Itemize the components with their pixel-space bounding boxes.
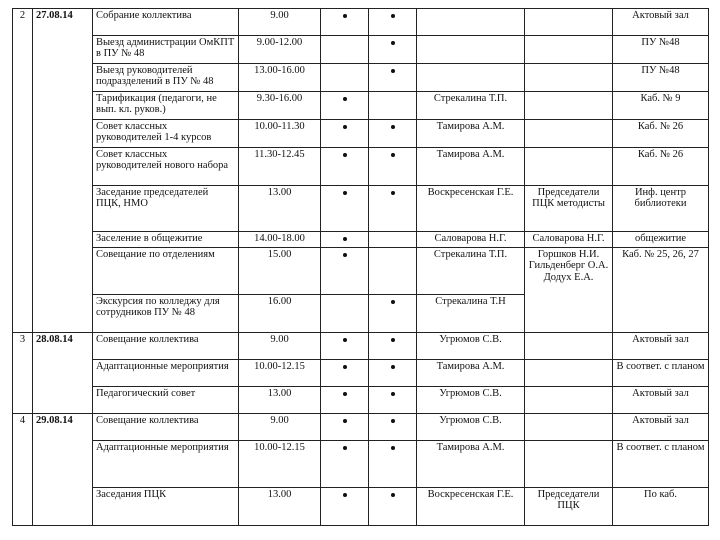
day-date: 29.08.14 bbox=[33, 414, 93, 526]
mark-col-2 bbox=[369, 91, 417, 119]
event-name: Выезд руководителей подразделений в ПУ № 48 bbox=[93, 64, 239, 92]
bullet-mark bbox=[343, 493, 347, 497]
event-time: 9.00 bbox=[239, 332, 321, 359]
responsible: Саловарова Н.Г. bbox=[417, 232, 525, 248]
table-row bbox=[13, 185, 709, 232]
mark-col-2 bbox=[369, 487, 417, 525]
mark-col-1 bbox=[321, 9, 369, 36]
event-name: Заселение в общежитие bbox=[93, 232, 239, 248]
participants bbox=[525, 414, 613, 441]
participants: Председатели ПЦК bbox=[525, 487, 613, 525]
mark-col-2 bbox=[369, 386, 417, 413]
participants: Саловарова Н.Г. bbox=[525, 232, 613, 248]
location: В соответ. с планом bbox=[613, 441, 709, 488]
participants bbox=[525, 119, 613, 147]
event-name: Совет классных руководителей 1-4 курсов bbox=[93, 119, 239, 147]
responsible: Угрюмов С.В. bbox=[417, 414, 525, 441]
event-name: Тарификация (педагоги, не вып. кл. руков.) bbox=[93, 91, 239, 119]
event-time: 9.00 bbox=[239, 414, 321, 441]
location: ПУ №48 bbox=[613, 64, 709, 92]
participants bbox=[525, 147, 613, 185]
bullet-mark bbox=[343, 365, 347, 369]
event-time: 13.00 bbox=[239, 487, 321, 525]
event-time: 16.00 bbox=[239, 294, 321, 332]
event-time: 15.00 bbox=[239, 247, 321, 294]
bullet-mark bbox=[343, 253, 347, 257]
bullet-mark bbox=[343, 419, 347, 423]
day-date: 28.08.14 bbox=[33, 332, 93, 413]
location: Актовый зал bbox=[613, 332, 709, 359]
responsible bbox=[417, 36, 525, 64]
responsible: Стрекалина Т.Н bbox=[417, 294, 525, 332]
participants bbox=[525, 36, 613, 64]
location: Актовый зал bbox=[613, 414, 709, 441]
bullet-mark bbox=[343, 14, 347, 18]
location: Каб. № 26 bbox=[613, 147, 709, 185]
event-name: Совещание коллектива bbox=[93, 332, 239, 359]
event-name: Совещание коллектива bbox=[93, 414, 239, 441]
event-name: Адаптационные мероприятия bbox=[93, 359, 239, 386]
event-name: Адаптационные мероприятия bbox=[93, 441, 239, 488]
bullet-mark bbox=[391, 419, 395, 423]
mark-col-1 bbox=[321, 386, 369, 413]
bullet-mark bbox=[343, 446, 347, 450]
day-number: 4 bbox=[13, 414, 33, 526]
event-name: Выезд администрации ОмКПТ в ПУ № 48 bbox=[93, 36, 239, 64]
location: общежитие bbox=[613, 232, 709, 248]
event-time: 11.30-12.45 bbox=[239, 147, 321, 185]
table-row bbox=[13, 232, 709, 248]
location: Каб. № 25, 26, 27 bbox=[613, 247, 709, 332]
bullet-mark bbox=[343, 125, 347, 129]
mark-col-1 bbox=[321, 441, 369, 488]
participants bbox=[525, 9, 613, 36]
mark-col-2 bbox=[369, 332, 417, 359]
bullet-mark bbox=[391, 125, 395, 129]
bullet-mark bbox=[343, 97, 347, 101]
responsible: Тамирова А.М. bbox=[417, 147, 525, 185]
event-time: 13.00-16.00 bbox=[239, 64, 321, 92]
mark-col-2 bbox=[369, 9, 417, 36]
event-name: Заседание председателей ПЦК, НМО bbox=[93, 185, 239, 232]
mark-col-1 bbox=[321, 64, 369, 92]
table-row bbox=[13, 332, 709, 359]
mark-col-1 bbox=[321, 91, 369, 119]
event-time: 13.00 bbox=[239, 386, 321, 413]
table-row bbox=[13, 9, 709, 36]
day-number: 2 bbox=[13, 9, 33, 333]
bullet-mark bbox=[343, 153, 347, 157]
participants: Горшков Н.И. Гильденберг О.А. Додух Е.А. bbox=[525, 247, 613, 332]
responsible bbox=[417, 64, 525, 92]
table-row bbox=[13, 441, 709, 488]
bullet-mark bbox=[391, 493, 395, 497]
responsible: Стрекалина Т.П. bbox=[417, 247, 525, 294]
mark-col-2 bbox=[369, 119, 417, 147]
event-time: 9.00-12.00 bbox=[239, 36, 321, 64]
table-row bbox=[13, 386, 709, 413]
location: Актовый зал bbox=[613, 9, 709, 36]
mark-col-1 bbox=[321, 232, 369, 248]
event-name: Экскурсия по колледжу для сотрудников ПУ № 48 bbox=[93, 294, 239, 332]
event-time: 14.00-18.00 bbox=[239, 232, 321, 248]
schedule-table bbox=[12, 8, 709, 526]
table-row bbox=[13, 359, 709, 386]
bullet-mark bbox=[391, 392, 395, 396]
mark-col-1 bbox=[321, 294, 369, 332]
event-time: 13.00 bbox=[239, 185, 321, 232]
day-date: 27.08.14 bbox=[33, 9, 93, 333]
event-time: 10.00-12.15 bbox=[239, 441, 321, 488]
event-name: Заседания ПЦК bbox=[93, 487, 239, 525]
location: Инф. центр библиотеки bbox=[613, 185, 709, 232]
mark-col-2 bbox=[369, 36, 417, 64]
responsible: Стрекалина Т.П. bbox=[417, 91, 525, 119]
mark-col-2 bbox=[369, 185, 417, 232]
location: Каб. № 26 bbox=[613, 119, 709, 147]
location: В соответ. с планом bbox=[613, 359, 709, 386]
event-time: 10.00-11.30 bbox=[239, 119, 321, 147]
table-row bbox=[13, 119, 709, 147]
mark-col-2 bbox=[369, 294, 417, 332]
participants bbox=[525, 386, 613, 413]
event-time: 10.00-12.15 bbox=[239, 359, 321, 386]
bullet-mark bbox=[391, 153, 395, 157]
mark-col-2 bbox=[369, 232, 417, 248]
participants bbox=[525, 332, 613, 359]
location: ПУ №48 bbox=[613, 36, 709, 64]
table-row bbox=[13, 414, 709, 441]
mark-col-1 bbox=[321, 185, 369, 232]
day-number: 3 bbox=[13, 332, 33, 413]
location: Актовый зал bbox=[613, 386, 709, 413]
bullet-mark bbox=[391, 338, 395, 342]
bullet-mark bbox=[391, 41, 395, 45]
mark-col-2 bbox=[369, 64, 417, 92]
table-row bbox=[13, 247, 709, 294]
table-row bbox=[13, 487, 709, 525]
mark-col-1 bbox=[321, 359, 369, 386]
table-row bbox=[13, 64, 709, 92]
mark-col-1 bbox=[321, 487, 369, 525]
bullet-mark bbox=[391, 365, 395, 369]
bullet-mark bbox=[391, 191, 395, 195]
responsible: Тамирова А.М. bbox=[417, 359, 525, 386]
bullet-mark bbox=[391, 300, 395, 304]
event-time: 9.00 bbox=[239, 9, 321, 36]
mark-col-1 bbox=[321, 414, 369, 441]
participants: Председатели ПЦК методисты bbox=[525, 185, 613, 232]
event-time: 9.30-16.00 bbox=[239, 91, 321, 119]
participants bbox=[525, 91, 613, 119]
table-row bbox=[13, 36, 709, 64]
table-row bbox=[13, 91, 709, 119]
responsible: Воскресенская Г.Е. bbox=[417, 487, 525, 525]
participants bbox=[525, 359, 613, 386]
bullet-mark bbox=[343, 237, 347, 241]
participants bbox=[525, 441, 613, 488]
mark-col-1 bbox=[321, 332, 369, 359]
mark-col-1 bbox=[321, 36, 369, 64]
bullet-mark bbox=[343, 191, 347, 195]
mark-col-2 bbox=[369, 414, 417, 441]
responsible: Тамирова А.М. bbox=[417, 119, 525, 147]
bullet-mark bbox=[391, 69, 395, 73]
event-name: Собрание коллектива bbox=[93, 9, 239, 36]
location: По каб. bbox=[613, 487, 709, 525]
bullet-mark bbox=[391, 446, 395, 450]
mark-col-2 bbox=[369, 359, 417, 386]
responsible: Воскресенская Г.Е. bbox=[417, 185, 525, 232]
event-name: Педагогический совет bbox=[93, 386, 239, 413]
mark-col-1 bbox=[321, 147, 369, 185]
mark-col-1 bbox=[321, 247, 369, 294]
bullet-mark bbox=[391, 14, 395, 18]
table-row bbox=[13, 147, 709, 185]
mark-col-1 bbox=[321, 119, 369, 147]
mark-col-2 bbox=[369, 147, 417, 185]
mark-col-2 bbox=[369, 441, 417, 488]
responsible: Угрюмов С.В. bbox=[417, 332, 525, 359]
participants bbox=[525, 64, 613, 92]
bullet-mark bbox=[343, 392, 347, 396]
responsible: Тамирова А.М. bbox=[417, 441, 525, 488]
mark-col-2 bbox=[369, 247, 417, 294]
responsible bbox=[417, 9, 525, 36]
bullet-mark bbox=[343, 338, 347, 342]
event-name: Совещание по отделениям bbox=[93, 247, 239, 294]
event-name: Совет классных руководителей нового набора bbox=[93, 147, 239, 185]
responsible: Угрюмов С.В. bbox=[417, 386, 525, 413]
location: Каб. № 9 bbox=[613, 91, 709, 119]
